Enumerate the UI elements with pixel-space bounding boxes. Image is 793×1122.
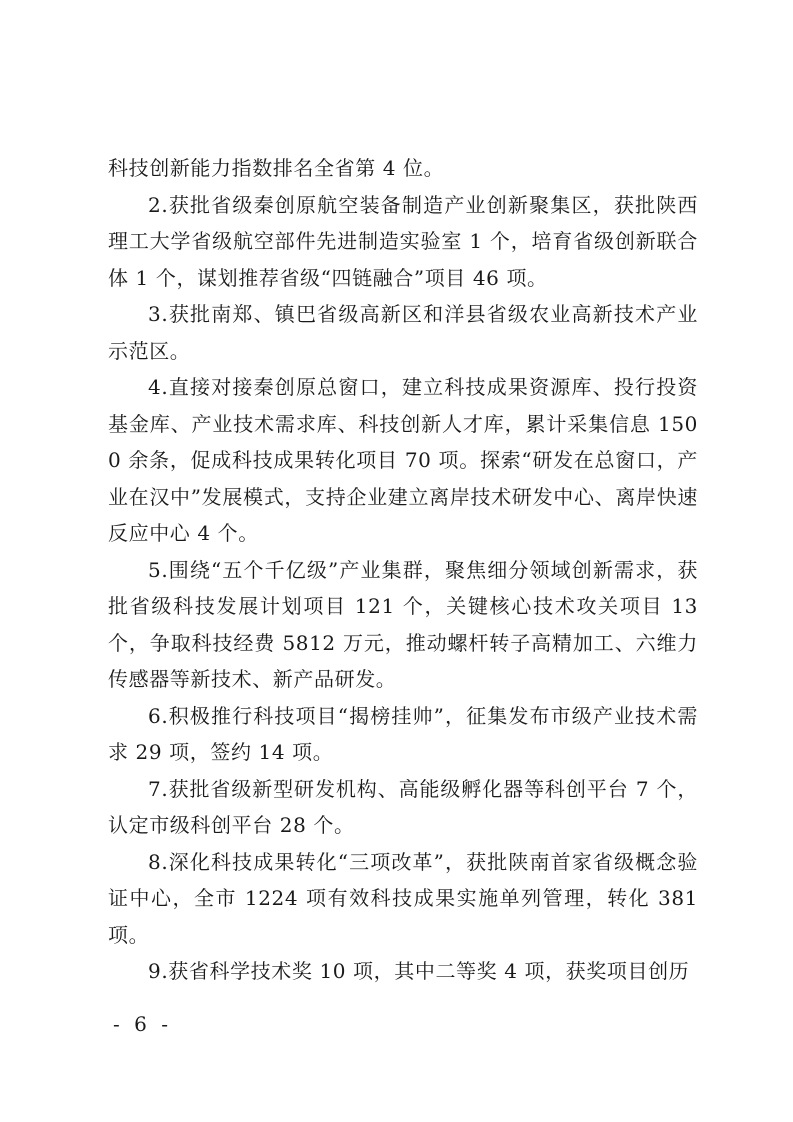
paragraph-item-7: 7.获批省级新型研发机构、高能级孵化器等科创平台 7 个，认定市级科创平台 28 个。: [108, 776, 698, 837]
paragraph-item-8: 8.深化科技成果转化“三项改革”，获批陕南首家省级概念验证中心，全市 1224 项有效科技成果实施单列管理，转化 381 项。: [108, 849, 698, 947]
paragraph-item-5: 5.围绕“五个千亿级”产业集群，聚焦细分领域创新需求，获批省级科技发展计划项目 121 个，关键核心技术攻关项目 13 个，争取科技经费 5812 万元，推动螺杆转子高精加工、六维力传感器等新技术、新产品研发。: [108, 557, 698, 691]
document-body: [108, 150, 698, 990]
paragraph-item-9: 9.获省科学技术奖 10 项，其中二等奖 4 项，获奖项目创历: [148, 959, 690, 983]
paragraph-item-4: 4.直接对接秦创原总窗口，建立科技成果资源库、投行投资基金库、产业技术需求库、科技创新人才库，累计采集信息 1500 余条，促成科技成果转化项目 70 项。探索“研发在总窗口，产业在汉中”发展模式，支持企业建立离岸技术研发中心、离岸快速反应中心 4 个。: [108, 375, 698, 545]
paragraph-item-3: 3.获批南郑、镇巴省级高新区和洋县省级农业高新技术产业示范区。: [108, 302, 698, 363]
paragraph-item-6: 6.积极推行科技项目“揭榜挂帅”，征集发布市级产业技术需求 29 项，签约 14 项。: [108, 703, 698, 764]
page-number: - 6 -: [113, 1012, 172, 1036]
paragraph-continuation: 科技创新能力指数排名全省第 4 位。: [108, 156, 445, 180]
paragraph-item-2: 2.获批省级秦创原航空装备制造产业创新聚集区，获批陕西理工大学省级航空部件先进制造实验室 1 个，培育省级创新联合体 1 个，谋划推荐省级“四链融合”项目 46 项。: [108, 192, 698, 290]
